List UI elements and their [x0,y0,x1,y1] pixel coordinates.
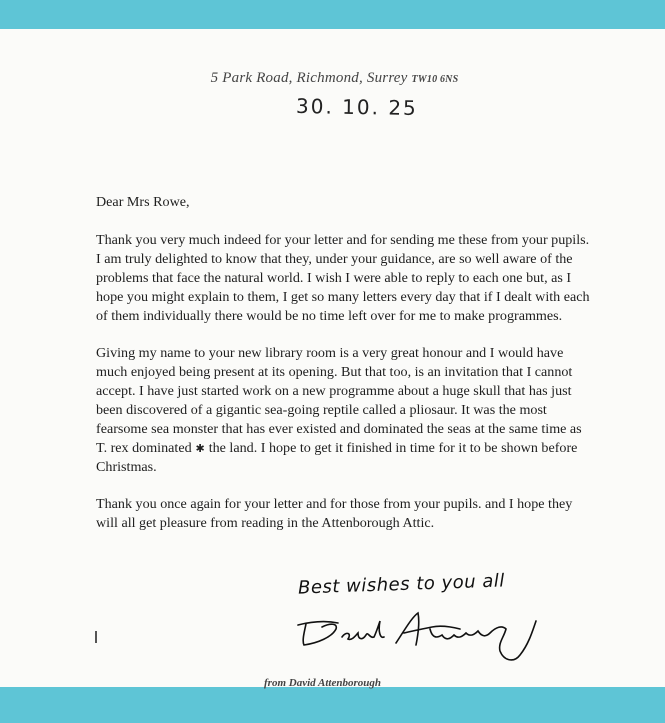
handwritten-mark: ✱ [195,442,205,455]
letter-page [0,29,665,687]
letterhead-address [2,70,665,87]
greeting: Dear Mrs Rowe, [96,194,190,210]
signature [292,607,558,669]
address-postcode: TW10 6NS [411,74,459,85]
address-line: 5 Park Road, Richmond, Surrey [210,70,408,86]
from-line: from David Attenborough [264,677,381,689]
paragraph-2-text-b: the land. I hope to get it finished in time for it to be shown before Christmas. [96,440,578,475]
handwritten-date: 30. 10. 25 [295,93,418,121]
handwritten-closing: Best wishes to you all [297,570,506,599]
paragraph-1: Thank you very much indeed for your letter and for sending me these from your pupils. I am truly delighted to know that they, under your guidance, are so well aware of the problems that face the natural world. I wish I were able to reply to each one but, as I hope you might explain to them, I get so many letters every day that if I dealt with each of them individually there would be no time left over for me to make programmes. [96,232,590,324]
paragraph-2-text-a: Giving my name to your new library room is a very great honour and I would have much enjoyed being present at its opening. But that too, is an invitation that I cannot accept. I have just started work on a new programme about a huge skull that has just been discovered of a gigantic sea-going reptile called a pliosaur. It was the most fearsome sea monster that has ever existed and dominated the seas at the same time as T. rex dominated [96,345,582,456]
paragraph-3: Thank you once again for your letter and for those from your pupils. and I hope they will all get pleasure from reading in the Attenborough Attic. [96,496,573,531]
paragraph-2 [96,344,590,477]
margin-mark [95,631,97,643]
letter-body [96,193,590,551]
